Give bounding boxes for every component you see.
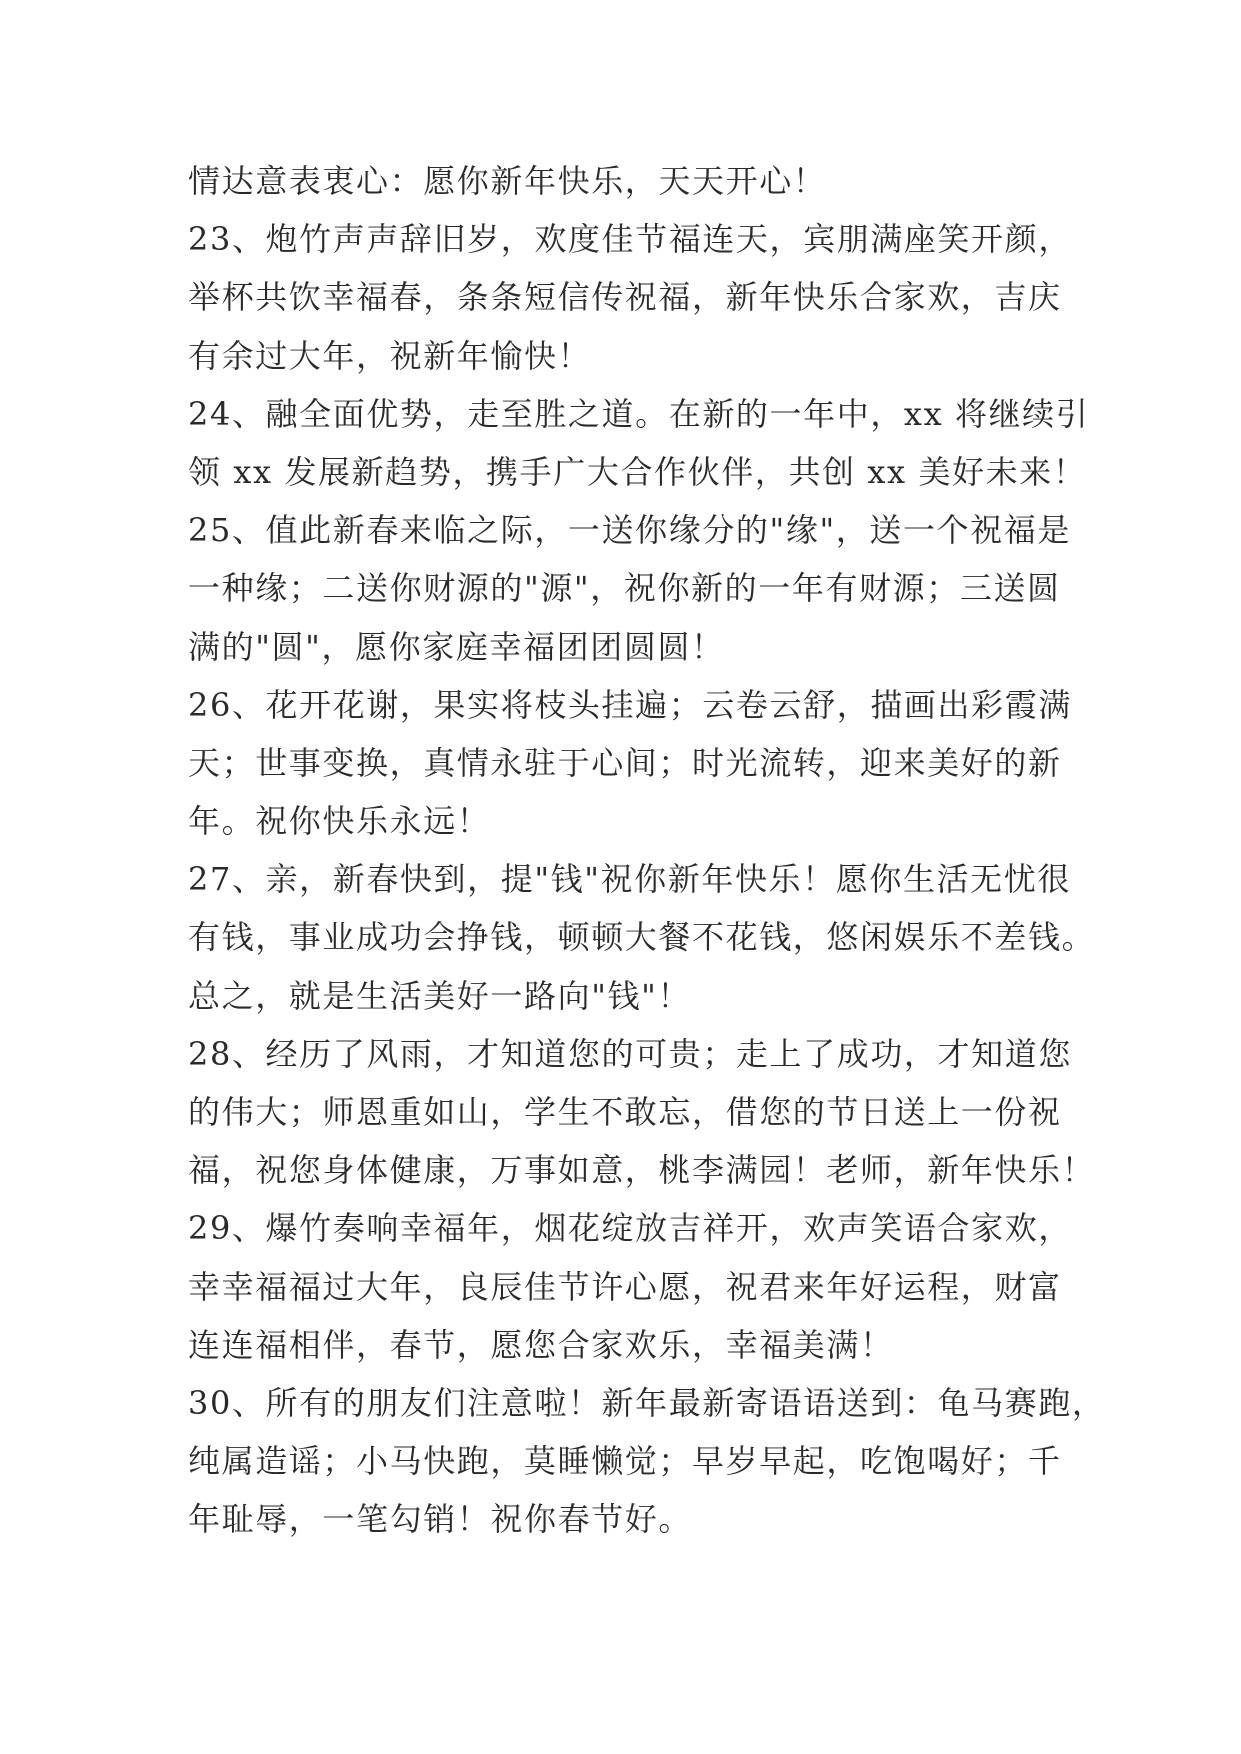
text-line: 满的"圆"，愿你家庭幸福团团圆圆！: [188, 627, 725, 666]
text-line: 领 xx 发展新趋势，携手广大合作伙伴，共创 xx 美好未来！: [188, 452, 1087, 491]
text-line: 年。祝你快乐永远！: [188, 802, 491, 841]
text-line: 27、亲，新春快到，提"钱"祝你新年快乐！愿你生活无忧很: [188, 860, 1071, 899]
text-line: 总之，就是生活美好一路向"钱"！: [188, 976, 692, 1015]
text-line: 有钱，事业成功会挣钱，顿顿大餐不花钱，悠闲娱乐不差钱。: [188, 918, 1096, 957]
text-line: 有余过大年，祝新年愉快！: [188, 336, 592, 375]
text-line: 连连福相伴，春节，愿您合家欢乐，幸福美满！: [188, 1325, 894, 1364]
text-line: 25、值此新春来临之际，一送你缘分的"缘"，送一个祝福是: [188, 511, 1071, 550]
text-line: 23、炮竹声声辞旧岁，欢度佳节福连天，宾朋满座笑开颜，: [188, 220, 1072, 259]
text-line: 29、爆竹奏响幸福年，烟花绽放吉祥开，欢声笑语合家欢，: [188, 1209, 1072, 1248]
text-line: 幸幸福福过大年，良辰佳节许心愿，祝君来年好运程，财富: [188, 1267, 1062, 1306]
text-line: 福，祝您身体健康，万事如意，桃李满园！老师，新年快乐！: [188, 1151, 1096, 1190]
text-line: 年耻辱，一笔勾销！祝你春节好。: [188, 1500, 693, 1539]
text-line: 28、经历了风雨，才知道您的可贵；走上了成功，才知道您: [188, 1034, 1072, 1073]
text-line: 30、所有的朋友们注意啦！新年最新寄语语送到：龟马赛跑，: [188, 1383, 1106, 1422]
text-line: 情达意表衷心：愿你新年快乐，天天开心！: [188, 162, 827, 200]
text-line: 天；世事变换，真情永驻于心间；时光流转，迎来美好的新: [188, 743, 1062, 782]
text-line: 一种缘；二送你财源的"源"，祝你新的一年有财源；三送圆: [188, 569, 1061, 608]
text-line: 的伟大；师恩重如山，学生不敢忘，借您的节日送上一份祝: [188, 1093, 1062, 1131]
text-line: 纯属造谣；小马快跑，莫睡懒觉；早岁早起，吃饱喝好；千: [188, 1442, 1062, 1481]
text-line: 举杯共饮幸福春，条条短信传祝福，新年快乐合家欢，吉庆: [188, 278, 1062, 317]
text-line: 24、融全面优势，走至胜之道。在新的一年中，xx 将继续引: [188, 394, 1090, 433]
document-body: [188, 152, 1106, 1549]
text-line: 26、花开花谢，果实将枝头挂遍；云卷云舒，描画出彩霞满: [188, 685, 1072, 724]
